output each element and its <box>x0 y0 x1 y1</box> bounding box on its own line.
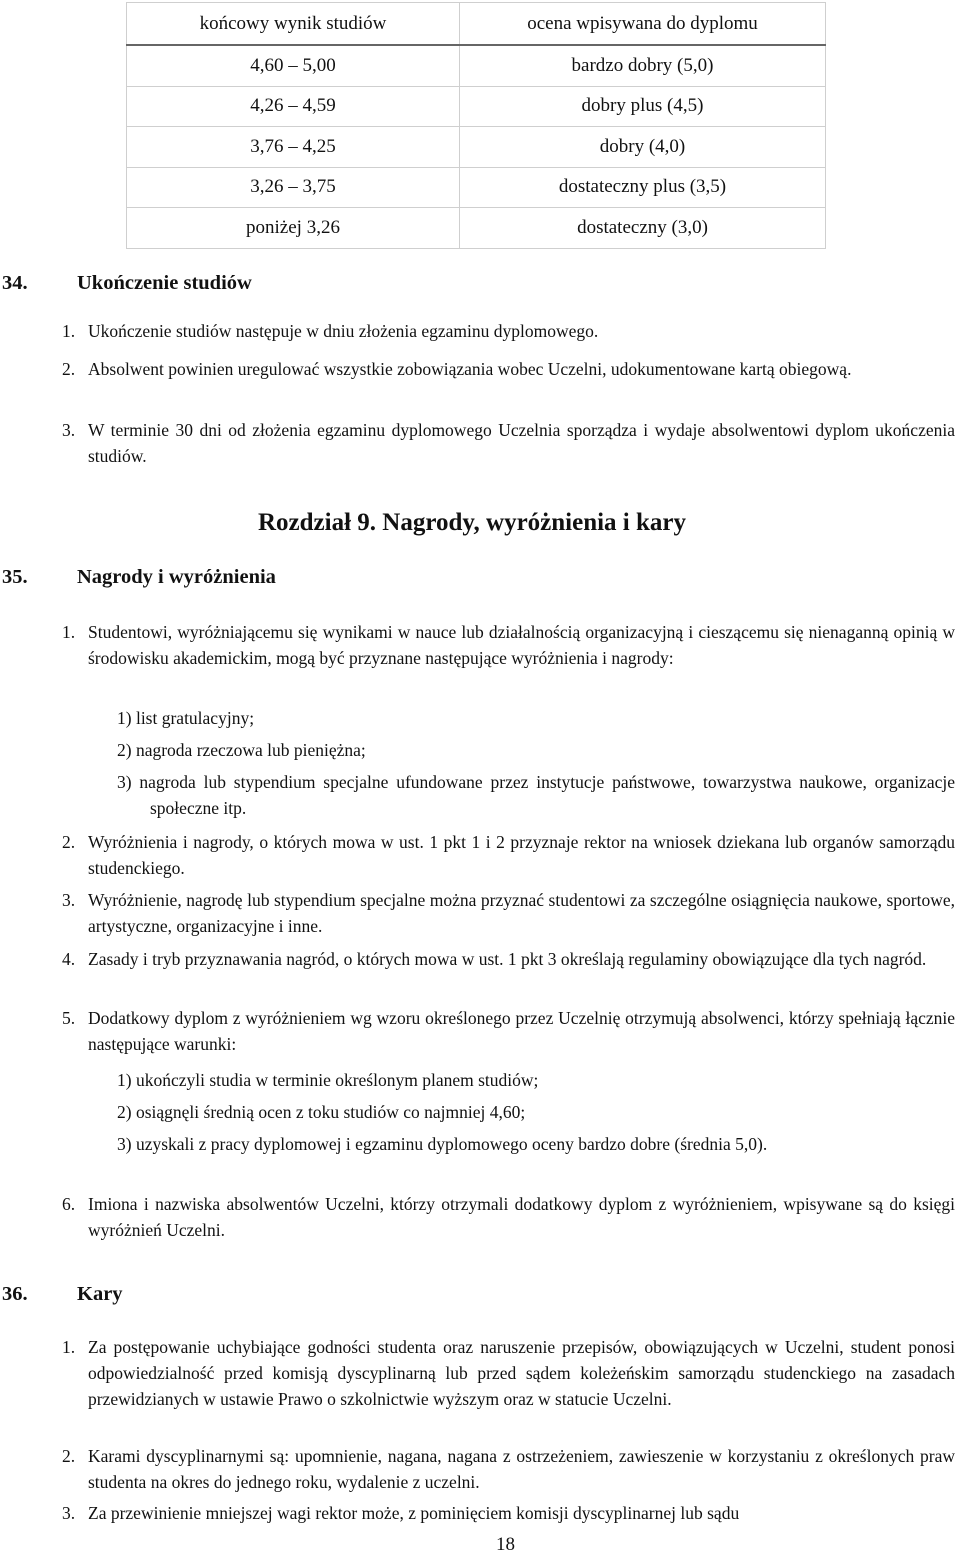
item-number: 3. <box>62 420 76 440</box>
list-item <box>62 946 955 972</box>
section-number: 35. <box>2 566 28 588</box>
section-number: 36. <box>2 1283 28 1305</box>
item-text: Wyróżnienia i nagrody, o których mowa w ust. 1 pkt 1 i 2 przyznaje rektor na wniosek dziekana lub organów samorządu studenckiego. <box>88 832 955 878</box>
page-number: 18 <box>496 1534 515 1555</box>
item-number: 3. <box>62 1503 76 1523</box>
item-text: Wyróżnienie, nagrodę lub stypendium specjalne można przyznać studentowi za szczególne osiągnięcia naukowe, sportowe, artystyczne, organizacyjne i inne. <box>88 890 955 936</box>
table-row <box>127 86 826 127</box>
sub-item: 3) nagroda lub stypendium specjalne ufundowane przez instytucje państwowe, towarzystwa naukowe, organizacje społeczne itp. <box>117 772 955 818</box>
item-number: 5. <box>62 1008 76 1028</box>
item-text: Dodatkowy dyplom z wyróżnieniem wg wzoru określonego przez Uczelnię otrzymują absolwenci, którzy spełniają łącznie następujące warunki: <box>88 1008 955 1054</box>
section-title: Ukończenie studiów <box>77 272 252 294</box>
list-item <box>62 1334 955 1412</box>
item-number: 1. <box>62 321 76 341</box>
list-item <box>62 356 955 382</box>
sub-item: 1) ukończyli studia w terminie określonym planem studiów; <box>117 1070 539 1090</box>
list-item <box>62 417 955 469</box>
item-number: 2. <box>62 359 76 379</box>
table-cell: dobry (4,0) <box>460 127 826 168</box>
sub-item: 2) osiągnęli średnią ocen z toku studiów co najmniej 4,60; <box>117 1102 526 1122</box>
section-number: 34. <box>2 272 28 294</box>
table-cell: poniżej 3,26 <box>127 208 460 249</box>
item-text: W terminie 30 dni od złożenia egzaminu dyplomowego Uczelnia sporządza i wydaje absolwentowi dyplom ukończenia studiów. <box>88 420 955 466</box>
section-title: Nagrody i wyróżnienia <box>77 566 276 588</box>
item-text: Studentowi, wyróżniającemu się wynikami w nauce lub działalnością organizacyjną i cieszącemu się nienaganną opinią w środowisku akademickim, mogą być przyznane następujące wyróżnienia i nagrody: <box>88 622 955 668</box>
item-number: 6. <box>62 1194 76 1214</box>
section-36-heading <box>2 1283 123 1306</box>
grade-table <box>126 2 826 249</box>
item-text: Absolwent powinien uregulować wszystkie zobowiązania wobec Uczelni, udokumentowane kartą obiegową. <box>88 359 852 379</box>
table-cell: dostateczny plus (3,5) <box>460 167 826 208</box>
section-34-heading <box>2 272 252 295</box>
item-number: 3. <box>62 890 76 910</box>
list-item <box>62 829 955 881</box>
table-row <box>127 208 826 249</box>
table-cell: 4,60 – 5,00 <box>127 45 460 86</box>
list-item <box>62 1500 955 1526</box>
sub-item: 2) nagroda rzeczowa lub pieniężna; <box>117 740 366 760</box>
table-cell: dobry plus (4,5) <box>460 86 826 127</box>
grade-table-header <box>127 3 826 46</box>
table-cell: 3,26 – 3,75 <box>127 167 460 208</box>
header-cell: ocena wpisywana do dyplomu <box>460 3 826 46</box>
item-text: Ukończenie studiów następuje w dniu złożenia egzaminu dyplomowego. <box>88 321 599 341</box>
list-item <box>62 318 955 344</box>
list-item <box>62 887 955 939</box>
table-row <box>127 127 826 168</box>
item-number: 2. <box>62 832 76 852</box>
item-text: Za postępowanie uchybiające godności studenta oraz naruszenie przepisów, obowiązujących w Uczelni, student ponosi odpowiedzialność przed komisją dyscyplinarną lub przed sądem koleżeńskim samorządu studenckiego na zasadach przewidzianych w ustawie Prawo o szkolnictwie wyższym oraz w statucie Uczelni. <box>88 1337 955 1409</box>
item-text: Imiona i nazwiska absolwentów Uczelni, którzy otrzymali dodatkowy dyplom z wyróżnieniem, wpisywane są do księgi wyróżnień Uczelni. <box>88 1194 955 1240</box>
sub-item: 3) uzyskali z pracy dyplomowej i egzaminu dyplomowego oceny bardzo dobre (średnia 5,0). <box>117 1134 768 1154</box>
table-cell: 3,76 – 4,25 <box>127 127 460 168</box>
section-35-heading <box>2 566 276 589</box>
table-row <box>127 167 826 208</box>
list-item <box>62 1005 955 1057</box>
table-cell: bardzo dobry (5,0) <box>460 45 826 86</box>
table-cell: 4,26 – 4,59 <box>127 86 460 127</box>
item-number: 1. <box>62 1337 76 1357</box>
table-row <box>127 45 826 86</box>
chapter-heading: Rozdział 9. Nagrody, wyróżnienia i kary <box>258 509 687 536</box>
table-cell: dostateczny (3,0) <box>460 208 826 249</box>
item-text: Karami dyscyplinarnymi są: upomnienie, nagana, nagana z ostrzeżeniem, zawieszenie w korzystaniu z określonych praw studenta na okres do jednego roku, wydalenie z uczelni. <box>88 1446 955 1492</box>
section-title: Kary <box>77 1283 123 1305</box>
list-item <box>62 1191 955 1243</box>
item-number: 1. <box>62 622 76 642</box>
sub-item: 1) list gratulacyjny; <box>117 708 255 728</box>
list-item <box>62 1443 955 1495</box>
item-number: 4. <box>62 949 76 969</box>
list-item <box>62 619 955 671</box>
item-text: Zasady i tryb przyznawania nagród, o których mowa w ust. 1 pkt 3 określają regulaminy obowiązujące dla tych nagród. <box>88 949 927 969</box>
item-number: 2. <box>62 1446 76 1466</box>
header-cell: końcowy wynik studiów <box>127 3 460 46</box>
item-text: Za przewinienie mniejszej wagi rektor może, z pominięciem komisji dyscyplinarnej lub sądu <box>88 1503 740 1523</box>
